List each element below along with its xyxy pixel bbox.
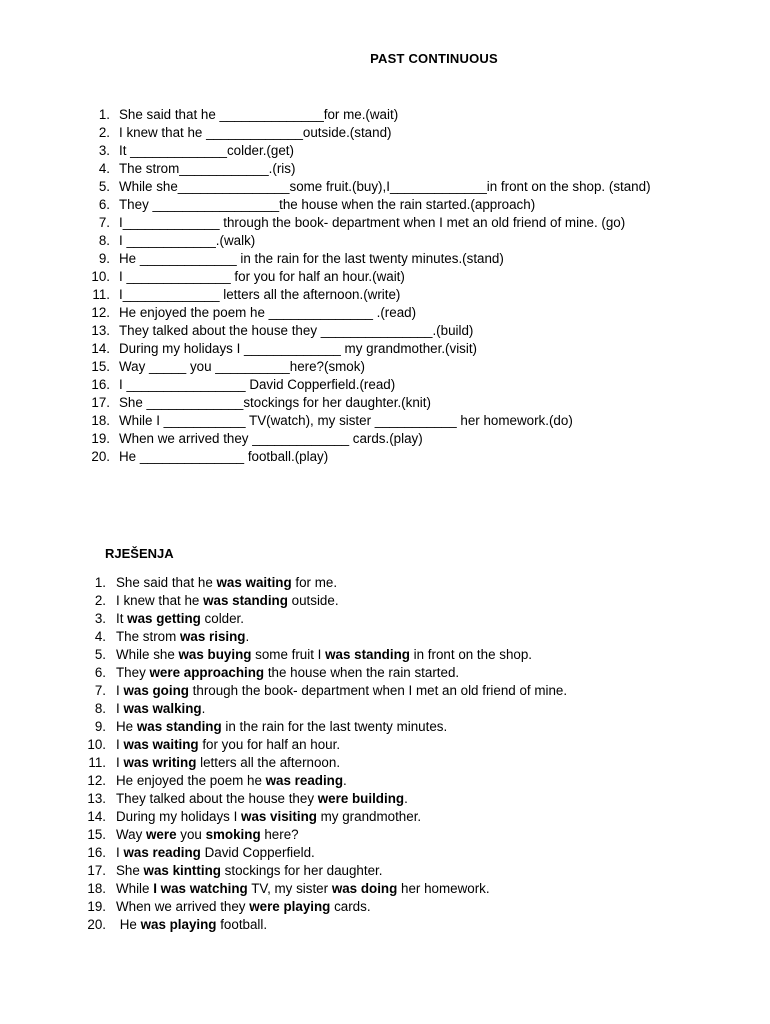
item-number: 2. — [94, 593, 106, 608]
answer-sentence — [116, 628, 691, 646]
item-number: 17. — [87, 863, 106, 878]
answer-item — [0, 898, 691, 916]
answer-sentence — [116, 646, 691, 664]
exercise-item — [0, 196, 694, 214]
exercise-item — [0, 304, 694, 322]
answer-text: the house when the rain started. — [264, 665, 460, 680]
answer-item — [0, 916, 691, 934]
exercise-item — [0, 358, 694, 376]
answer-verb: were building — [317, 791, 405, 806]
exercise-sentence: He ______________ football.(play) — [119, 449, 329, 464]
answer-text: letters all the afternoon. — [196, 755, 341, 770]
exercise-sentence: He enjoyed the poem he ______________ .(read) — [119, 305, 417, 320]
item-number: 17. — [91, 395, 110, 410]
answer-item — [0, 754, 691, 772]
answer-item — [0, 718, 691, 736]
answer-text: Way — [116, 827, 147, 842]
item-number: 1. — [94, 575, 106, 590]
exercise-item — [0, 232, 694, 250]
exercise-sentence: When we arrived they _____________ cards.(play) — [119, 431, 423, 446]
item-number: 6. — [98, 197, 110, 212]
answer-item — [0, 700, 691, 718]
answer-text: here? — [260, 827, 299, 842]
exercise-sentence: The strom____________.(ris) — [119, 161, 296, 176]
answer-text: I — [116, 683, 124, 698]
answer-item — [0, 682, 691, 700]
exercise-sentence: I ________________ David Copperfield.(read) — [119, 377, 396, 392]
answer-sentence — [116, 718, 691, 736]
answer-text: I — [116, 845, 124, 860]
item-number: 5. — [94, 647, 106, 662]
answer-sentence — [116, 862, 691, 880]
answer-text: outside. — [287, 593, 339, 608]
exercise-item — [0, 214, 694, 232]
item-number: 13. — [91, 323, 110, 338]
exercise-sentence: I_____________ letters all the afternoon.(write) — [119, 287, 401, 302]
exercise-item — [0, 430, 694, 448]
answer-verb: was rising — [180, 629, 246, 644]
answer-text: I — [116, 737, 124, 752]
answer-text: She said that he — [116, 575, 217, 590]
exercise-sentence: She _____________stockings for her daughter.(knit) — [119, 395, 431, 410]
item-number: 1. — [98, 107, 110, 122]
answer-text: my grandmother. — [316, 809, 422, 824]
answer-sentence — [116, 844, 691, 862]
answer-text: They talked about the house they — [116, 791, 318, 806]
answer-text: through the book- department when I met an old friend of mine. — [188, 683, 568, 698]
answer-text: colder. — [200, 611, 245, 626]
item-number: 10. — [87, 737, 106, 752]
item-number: 19. — [87, 899, 106, 914]
answer-text: They — [116, 665, 150, 680]
exercise-sentence: Way _____ you __________here?(smok) — [119, 359, 365, 374]
answer-text: her homework. — [397, 881, 490, 896]
answer-item — [0, 880, 691, 898]
answer-text: for me. — [291, 575, 338, 590]
answer-verb: smoking — [205, 827, 261, 842]
answer-verb: was walking — [123, 701, 202, 716]
item-number: 4. — [98, 161, 110, 176]
answer-verb: was standing — [325, 647, 410, 662]
answer-text: He — [116, 719, 137, 734]
answer-text: While she — [116, 647, 179, 662]
exercise-sentence: They _________________the house when the rain started.(approach) — [119, 197, 536, 212]
exercise-item — [0, 250, 694, 268]
answer-sentence — [116, 736, 691, 754]
answer-verb: was reading — [123, 845, 201, 860]
answer-text: I knew that he — [116, 593, 204, 608]
item-number: 16. — [87, 845, 106, 860]
answer-verb: was doing — [331, 881, 398, 896]
answer-text: . — [404, 791, 408, 806]
answer-text: He enjoyed the poem he — [116, 773, 266, 788]
item-number: 16. — [91, 377, 110, 392]
item-number: 9. — [98, 251, 110, 266]
answer-sentence — [116, 682, 691, 700]
item-number: 3. — [98, 143, 110, 158]
answer-sentence — [116, 790, 691, 808]
item-number: 18. — [87, 881, 106, 896]
answer-verb: was standing — [203, 593, 288, 608]
item-number: 8. — [94, 701, 106, 716]
answer-item — [0, 664, 691, 682]
answer-text: for you for half an hour. — [198, 737, 341, 752]
exercise-item — [0, 286, 694, 304]
answer-item — [0, 808, 691, 826]
item-number: 11. — [88, 755, 106, 770]
answer-text: While — [116, 881, 154, 896]
answer-item — [0, 844, 691, 862]
exercise-sentence: During my holidays I _____________ my grandmother.(visit) — [119, 341, 478, 356]
answer-text: . — [201, 701, 206, 716]
answer-text: TV, my sister — [247, 881, 332, 896]
item-number: 14. — [91, 341, 110, 356]
answer-verb: was going — [123, 683, 189, 698]
exercise-item — [0, 124, 694, 142]
answer-text: in the rain for the last twenty minutes. — [221, 719, 448, 734]
solutions-heading: RJEŠENJA — [105, 546, 174, 561]
exercise-item — [0, 322, 694, 340]
answer-text: He — [116, 917, 141, 932]
item-number: 7. — [98, 215, 110, 230]
exercise-sentence: She said that he ______________for me.(wait) — [119, 107, 399, 122]
answer-text: The strom — [116, 629, 180, 644]
answer-item — [0, 610, 691, 628]
answer-text: She — [116, 863, 144, 878]
answer-text: David Copperfield. — [200, 845, 315, 860]
answer-verb: was buying — [178, 647, 252, 662]
exercise-sentence: I knew that he _____________outside.(stand) — [119, 125, 392, 140]
exercise-sentence: While she_______________some fruit.(buy),I_____________in front on the shop. (stand) — [119, 179, 651, 194]
answer-item — [0, 628, 691, 646]
item-number: 13. — [87, 791, 106, 806]
answer-text: cards. — [330, 899, 371, 914]
answer-item — [0, 646, 691, 664]
exercise-item — [0, 376, 694, 394]
exercise-item — [0, 394, 694, 412]
answer-verb: I was watching — [153, 881, 248, 896]
item-number: 20. — [87, 917, 106, 932]
exercise-item — [0, 448, 694, 466]
answer-verb: was standing — [136, 719, 222, 734]
exercise-item — [0, 412, 694, 430]
answer-sentence — [116, 916, 691, 934]
answer-text: When we arrived they — [116, 899, 250, 914]
answer-verb: was visiting — [241, 809, 317, 824]
answer-sentence — [116, 574, 691, 592]
answer-text: It — [116, 611, 128, 626]
answer-verb: was waiting — [123, 737, 199, 752]
answer-sentence — [116, 754, 691, 772]
exercise-item — [0, 106, 694, 124]
item-number: 6. — [94, 665, 106, 680]
answer-verb: was playing — [140, 917, 217, 932]
answer-sentence — [116, 664, 691, 682]
answer-verb: were — [146, 827, 177, 842]
answer-sentence — [116, 592, 691, 610]
answer-item — [0, 862, 691, 880]
item-number: 3. — [94, 611, 106, 626]
item-number: 15. — [91, 359, 110, 374]
exercise-list — [0, 106, 694, 466]
answer-verb: was getting — [127, 611, 201, 626]
answer-list — [0, 574, 691, 934]
answer-verb: was kintting — [143, 863, 221, 878]
exercise-sentence: It _____________colder.(get) — [119, 143, 294, 158]
answer-text: some fruit I — [251, 647, 326, 662]
exercise-item — [0, 340, 694, 358]
item-number: 11. — [92, 287, 110, 302]
answer-text: football. — [216, 917, 268, 932]
item-number: 9. — [94, 719, 106, 734]
exercise-item — [0, 178, 694, 196]
answer-sentence — [116, 808, 691, 826]
exercise-item — [0, 160, 694, 178]
answer-verb: were playing — [249, 899, 331, 914]
item-number: 12. — [91, 305, 110, 320]
answer-text: During my holidays I — [116, 809, 242, 824]
answer-sentence — [116, 826, 691, 844]
exercise-sentence: While I ___________ TV(watch), my sister ___________ her homework.(do) — [119, 413, 573, 428]
exercise-sentence: I_____________ through the book- department when I met an old friend of mine. (go) — [119, 215, 626, 230]
item-number: 14. — [87, 809, 106, 824]
exercise-sentence: I ______________ for you for half an hour.(wait) — [119, 269, 405, 284]
answer-text: stockings for her daughter. — [220, 863, 383, 878]
item-number: 20. — [91, 449, 110, 464]
answer-text: I — [116, 701, 124, 716]
item-number: 2. — [98, 125, 110, 140]
answer-sentence — [116, 610, 691, 628]
item-number: 8. — [98, 233, 110, 248]
answer-verb: was writing — [123, 755, 197, 770]
answer-item — [0, 574, 691, 592]
answer-sentence — [116, 772, 691, 790]
exercise-item — [0, 268, 694, 286]
answer-verb: was reading — [265, 773, 344, 788]
answer-item — [0, 826, 691, 844]
answer-item — [0, 790, 691, 808]
answer-text: in front on the shop. — [409, 647, 533, 662]
answer-item — [0, 736, 691, 754]
answer-item — [0, 772, 691, 790]
answer-item — [0, 592, 691, 610]
item-number: 19. — [91, 431, 110, 446]
item-number: 18. — [91, 413, 110, 428]
exercise-item — [0, 142, 694, 160]
answer-sentence — [116, 880, 691, 898]
item-number: 12. — [87, 773, 106, 788]
exercise-sentence: They talked about the house they _______________.(build) — [119, 323, 474, 338]
item-number: 10. — [91, 269, 110, 284]
item-number: 4. — [94, 629, 106, 644]
answer-text: you — [176, 827, 206, 842]
answer-text: . — [245, 629, 250, 644]
answer-text: I — [116, 755, 124, 770]
answer-verb: were approaching — [149, 665, 265, 680]
answer-sentence — [116, 898, 691, 916]
page-title: PAST CONTINUOUS — [370, 51, 498, 66]
exercise-sentence: He _____________ in the rain for the last twenty minutes.(stand) — [119, 251, 504, 266]
answer-verb: was waiting — [216, 575, 292, 590]
item-number: 7. — [94, 683, 106, 698]
item-number: 15. — [87, 827, 106, 842]
exercise-sentence: I ____________.(walk) — [119, 233, 256, 248]
answer-text: . — [343, 773, 347, 788]
item-number: 5. — [98, 179, 110, 194]
answer-sentence — [116, 700, 691, 718]
